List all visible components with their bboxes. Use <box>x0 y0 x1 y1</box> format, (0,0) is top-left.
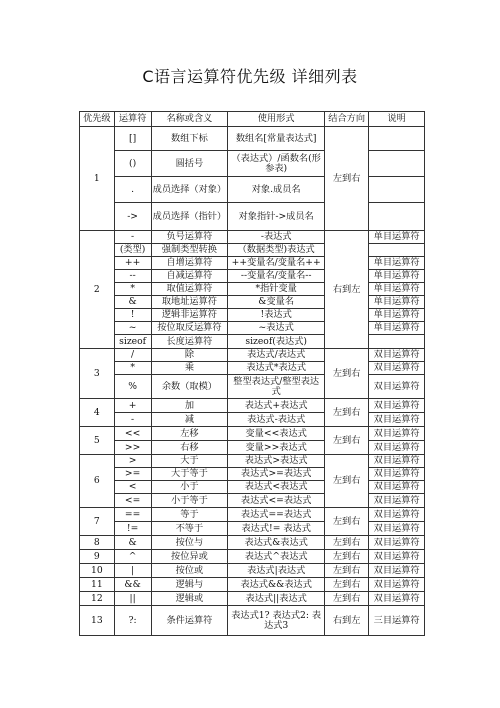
priority-cell: 2 <box>80 231 115 349</box>
usage-cell: ~表达式 <box>228 322 325 335</box>
priority-cell: 3 <box>80 349 115 399</box>
name-cell: 等于 <box>151 508 228 522</box>
table-row <box>80 522 425 536</box>
note-cell: 单目运算符 <box>369 296 425 309</box>
table-row <box>80 151 425 177</box>
note-cell: 三目运算符 <box>369 606 425 636</box>
name-cell: 右移 <box>151 441 228 455</box>
operator-cell: - <box>114 231 151 244</box>
name-cell: 取值运算符 <box>151 283 228 296</box>
usage-cell: 变量<<表达式 <box>228 427 325 441</box>
table-row <box>80 322 425 335</box>
usage-cell: 对象.成员名 <box>228 177 325 203</box>
operator-cell: | <box>114 564 151 578</box>
operator-cell: ! <box>114 309 151 322</box>
usage-cell: 表达式^表达式 <box>228 550 325 564</box>
table-row <box>80 270 425 283</box>
usage-cell: 变量>>表达式 <box>228 441 325 455</box>
name-cell: 条件运算符 <box>151 606 228 636</box>
note-cell: 双目运算符 <box>369 522 425 536</box>
header-note: 说明 <box>369 112 425 127</box>
usage-cell: ++变量名/变量名++ <box>228 257 325 270</box>
note-cell: 双目运算符 <box>369 375 425 399</box>
name-cell: 自减运算符 <box>151 270 228 283</box>
name-cell: 数组下标 <box>151 127 228 151</box>
note-cell: 单目运算符 <box>369 309 425 322</box>
operator-cell: - <box>114 413 151 427</box>
priority-cell: 6 <box>80 455 115 508</box>
operator-cell: || <box>114 592 151 606</box>
operator-cell: > <box>114 455 151 468</box>
usage-cell: 表达式&表达式 <box>228 536 325 550</box>
note-cell <box>369 244 425 257</box>
name-cell: 加 <box>151 399 228 413</box>
table-row <box>80 257 425 270</box>
table-row <box>80 606 425 636</box>
usage-cell: -表达式 <box>228 231 325 244</box>
priority-cell: 10 <box>80 564 115 578</box>
operator-cell: ~ <box>114 322 151 335</box>
usage-cell: &变量名 <box>228 296 325 309</box>
table-row <box>80 592 425 606</box>
table-row <box>80 127 425 151</box>
associativity-cell: 左到右 <box>325 127 369 231</box>
table-row <box>80 177 425 203</box>
operator-cell: && <box>114 578 151 592</box>
note-cell <box>369 335 425 349</box>
table-row <box>80 427 425 441</box>
table-row <box>80 335 425 349</box>
operator-cell: -> <box>114 203 151 231</box>
usage-cell: 表达式==表达式 <box>228 508 325 522</box>
priority-cell: 1 <box>80 127 115 231</box>
note-cell: 双目运算符 <box>369 362 425 375</box>
note-cell: 单目运算符 <box>369 231 425 244</box>
operator-cell: + <box>114 399 151 413</box>
operator-cell: . <box>114 177 151 203</box>
name-cell: 按位与 <box>151 536 228 550</box>
usage-cell: （数据类型)表达式 <box>228 244 325 257</box>
usage-cell: 对象指针->成员名 <box>228 203 325 231</box>
associativity-cell: 左到右 <box>325 508 369 536</box>
associativity-cell: 右到左 <box>325 231 369 349</box>
name-cell: 减 <box>151 413 228 427</box>
note-cell: 单目运算符 <box>369 257 425 270</box>
name-cell: 乘 <box>151 362 228 375</box>
operator-cell: * <box>114 362 151 375</box>
priority-cell: 8 <box>80 536 115 550</box>
name-cell: 成员选择（指针） <box>151 203 228 231</box>
table-row <box>80 455 425 468</box>
operator-cell: < <box>114 481 151 494</box>
operator-cell: * <box>114 283 151 296</box>
note-cell: 双目运算符 <box>369 564 425 578</box>
table-row <box>80 494 425 508</box>
usage-cell: 表达式>表达式 <box>228 455 325 468</box>
usage-cell: sizeof(表达式) <box>228 335 325 349</box>
note-cell: 双目运算符 <box>369 399 425 413</box>
usage-cell: *指针变量 <box>228 283 325 296</box>
page-title: C语言运算符优先级 详细列表 <box>142 67 358 86</box>
operator-cell: & <box>114 536 151 550</box>
associativity-cell: 左到右 <box>325 592 369 606</box>
table-row <box>80 536 425 550</box>
table-row <box>80 244 425 257</box>
header-operator: 运算符 <box>114 112 151 127</box>
note-cell: 单目运算符 <box>369 322 425 335</box>
operator-cell: == <box>114 508 151 522</box>
associativity-cell: 左到右 <box>325 399 369 427</box>
usage-cell: 表达式*表达式 <box>228 362 325 375</box>
usage-cell: 整型表达式/整型表达式 <box>228 375 325 399</box>
note-cell: 双目运算符 <box>369 550 425 564</box>
header-usage: 使用形式 <box>228 112 325 127</box>
table-row <box>80 578 425 592</box>
operator-cell: != <box>114 522 151 536</box>
usage-cell: 表达式<表达式 <box>228 481 325 494</box>
name-cell: 圆括号 <box>151 151 228 177</box>
name-cell: 不等于 <box>151 522 228 536</box>
header-associativity: 结合方向 <box>325 112 369 127</box>
usage-cell: 表达式<=表达式 <box>228 494 325 508</box>
name-cell: 逻辑或 <box>151 592 228 606</box>
name-cell: 大于等于 <box>151 468 228 481</box>
name-cell: 自增运算符 <box>151 257 228 270</box>
operator-cell: / <box>114 349 151 362</box>
table-row <box>80 550 425 564</box>
note-cell: 双目运算符 <box>369 578 425 592</box>
name-cell: 长度运算符 <box>151 335 228 349</box>
associativity-cell: 左到右 <box>325 550 369 564</box>
note-cell <box>369 177 425 203</box>
table-row <box>80 468 425 481</box>
name-cell: 小于等于 <box>151 494 228 508</box>
associativity-cell: 左到右 <box>325 564 369 578</box>
operator-cell: >= <box>114 468 151 481</box>
usage-cell: 表达式/表达式 <box>228 349 325 362</box>
priority-cell: 9 <box>80 550 115 564</box>
operator-cell: ^ <box>114 550 151 564</box>
priority-cell: 11 <box>80 578 115 592</box>
associativity-cell: 左到右 <box>325 578 369 592</box>
operator-cell: <= <box>114 494 151 508</box>
operator-cell: () <box>114 151 151 177</box>
associativity-cell: 左到右 <box>325 536 369 550</box>
operator-cell: & <box>114 296 151 309</box>
usage-cell: 表达式!= 表达式 <box>228 522 325 536</box>
header-priority: 优先级 <box>80 112 115 127</box>
name-cell: 左移 <box>151 427 228 441</box>
associativity-cell: 右到左 <box>325 606 369 636</box>
note-cell: 双目运算符 <box>369 481 425 494</box>
name-cell: 除 <box>151 349 228 362</box>
note-cell: 双目运算符 <box>369 441 425 455</box>
usage-cell: 表达式>=表达式 <box>228 468 325 481</box>
operator-cell: >> <box>114 441 151 455</box>
priority-cell: 4 <box>80 399 115 427</box>
priority-cell: 7 <box>80 508 115 536</box>
operator-cell: sizeof <box>114 335 151 349</box>
table-row <box>80 203 425 231</box>
note-cell: 单目运算符 <box>369 283 425 296</box>
name-cell: 余数（取模） <box>151 375 228 399</box>
operator-precedence-table <box>79 111 425 636</box>
usage-cell: 表达式+表达式 <box>228 399 325 413</box>
note-cell: 双目运算符 <box>369 508 425 522</box>
table-row <box>80 564 425 578</box>
operator-cell: ?: <box>114 606 151 636</box>
table-row <box>80 508 425 522</box>
associativity-cell: 左到右 <box>325 427 369 455</box>
priority-cell: 5 <box>80 427 115 455</box>
usage-cell: 表达式||表达式 <box>228 592 325 606</box>
table-row <box>80 413 425 427</box>
name-cell: 按位或 <box>151 564 228 578</box>
operator-cell: [] <box>114 127 151 151</box>
table-row <box>80 441 425 455</box>
usage-cell: --变量名/变量名-- <box>228 270 325 283</box>
associativity-cell: 左到右 <box>325 455 369 508</box>
priority-cell: 12 <box>80 592 115 606</box>
name-cell: 按位取反运算符 <box>151 322 228 335</box>
note-cell <box>369 203 425 231</box>
usage-cell: 数组名[常量表达式] <box>228 127 325 151</box>
associativity-cell: 左到右 <box>325 349 369 399</box>
usage-cell: 表达式|表达式 <box>228 564 325 578</box>
operator-cell: ++ <box>114 257 151 270</box>
table-row <box>80 375 425 399</box>
name-cell: 逻辑与 <box>151 578 228 592</box>
table-row <box>80 296 425 309</box>
name-cell: 负号运算符 <box>151 231 228 244</box>
usage-cell: 表达式-表达式 <box>228 413 325 427</box>
operator-cell: % <box>114 375 151 399</box>
name-cell: 取地址运算符 <box>151 296 228 309</box>
note-cell: 单目运算符 <box>369 270 425 283</box>
note-cell: 双目运算符 <box>369 349 425 362</box>
note-cell <box>369 127 425 151</box>
operator-cell: -- <box>114 270 151 283</box>
note-cell: 双目运算符 <box>369 592 425 606</box>
operator-cell: << <box>114 427 151 441</box>
name-cell: 大于 <box>151 455 228 468</box>
usage-cell: 表达式1? 表达式2: 表达式3 <box>228 606 325 636</box>
name-cell: 强制类型转换 <box>151 244 228 257</box>
table-row <box>80 481 425 494</box>
priority-cell: 13 <box>80 606 115 636</box>
table-row <box>80 309 425 322</box>
note-cell: 双目运算符 <box>369 536 425 550</box>
operator-cell: (类型) <box>114 244 151 257</box>
note-cell: 双目运算符 <box>369 468 425 481</box>
header-name: 名称或含义 <box>151 112 228 127</box>
note-cell: 双目运算符 <box>369 455 425 468</box>
table-row <box>80 399 425 413</box>
name-cell: 按位异或 <box>151 550 228 564</box>
note-cell <box>369 151 425 177</box>
name-cell: 成员选择（对象） <box>151 177 228 203</box>
note-cell: 双目运算符 <box>369 427 425 441</box>
table-row <box>80 283 425 296</box>
name-cell: 逻辑非运算符 <box>151 309 228 322</box>
usage-cell: 表达式&&表达式 <box>228 578 325 592</box>
header-row <box>80 112 425 127</box>
note-cell: 双目运算符 <box>369 494 425 508</box>
usage-cell: !表达式 <box>228 309 325 322</box>
table-row <box>80 349 425 362</box>
table-row <box>80 362 425 375</box>
name-cell: 小于 <box>151 481 228 494</box>
table-row <box>80 231 425 244</box>
note-cell: 双目运算符 <box>369 413 425 427</box>
usage-cell: （表达式）/函数名(形参表) <box>228 151 325 177</box>
